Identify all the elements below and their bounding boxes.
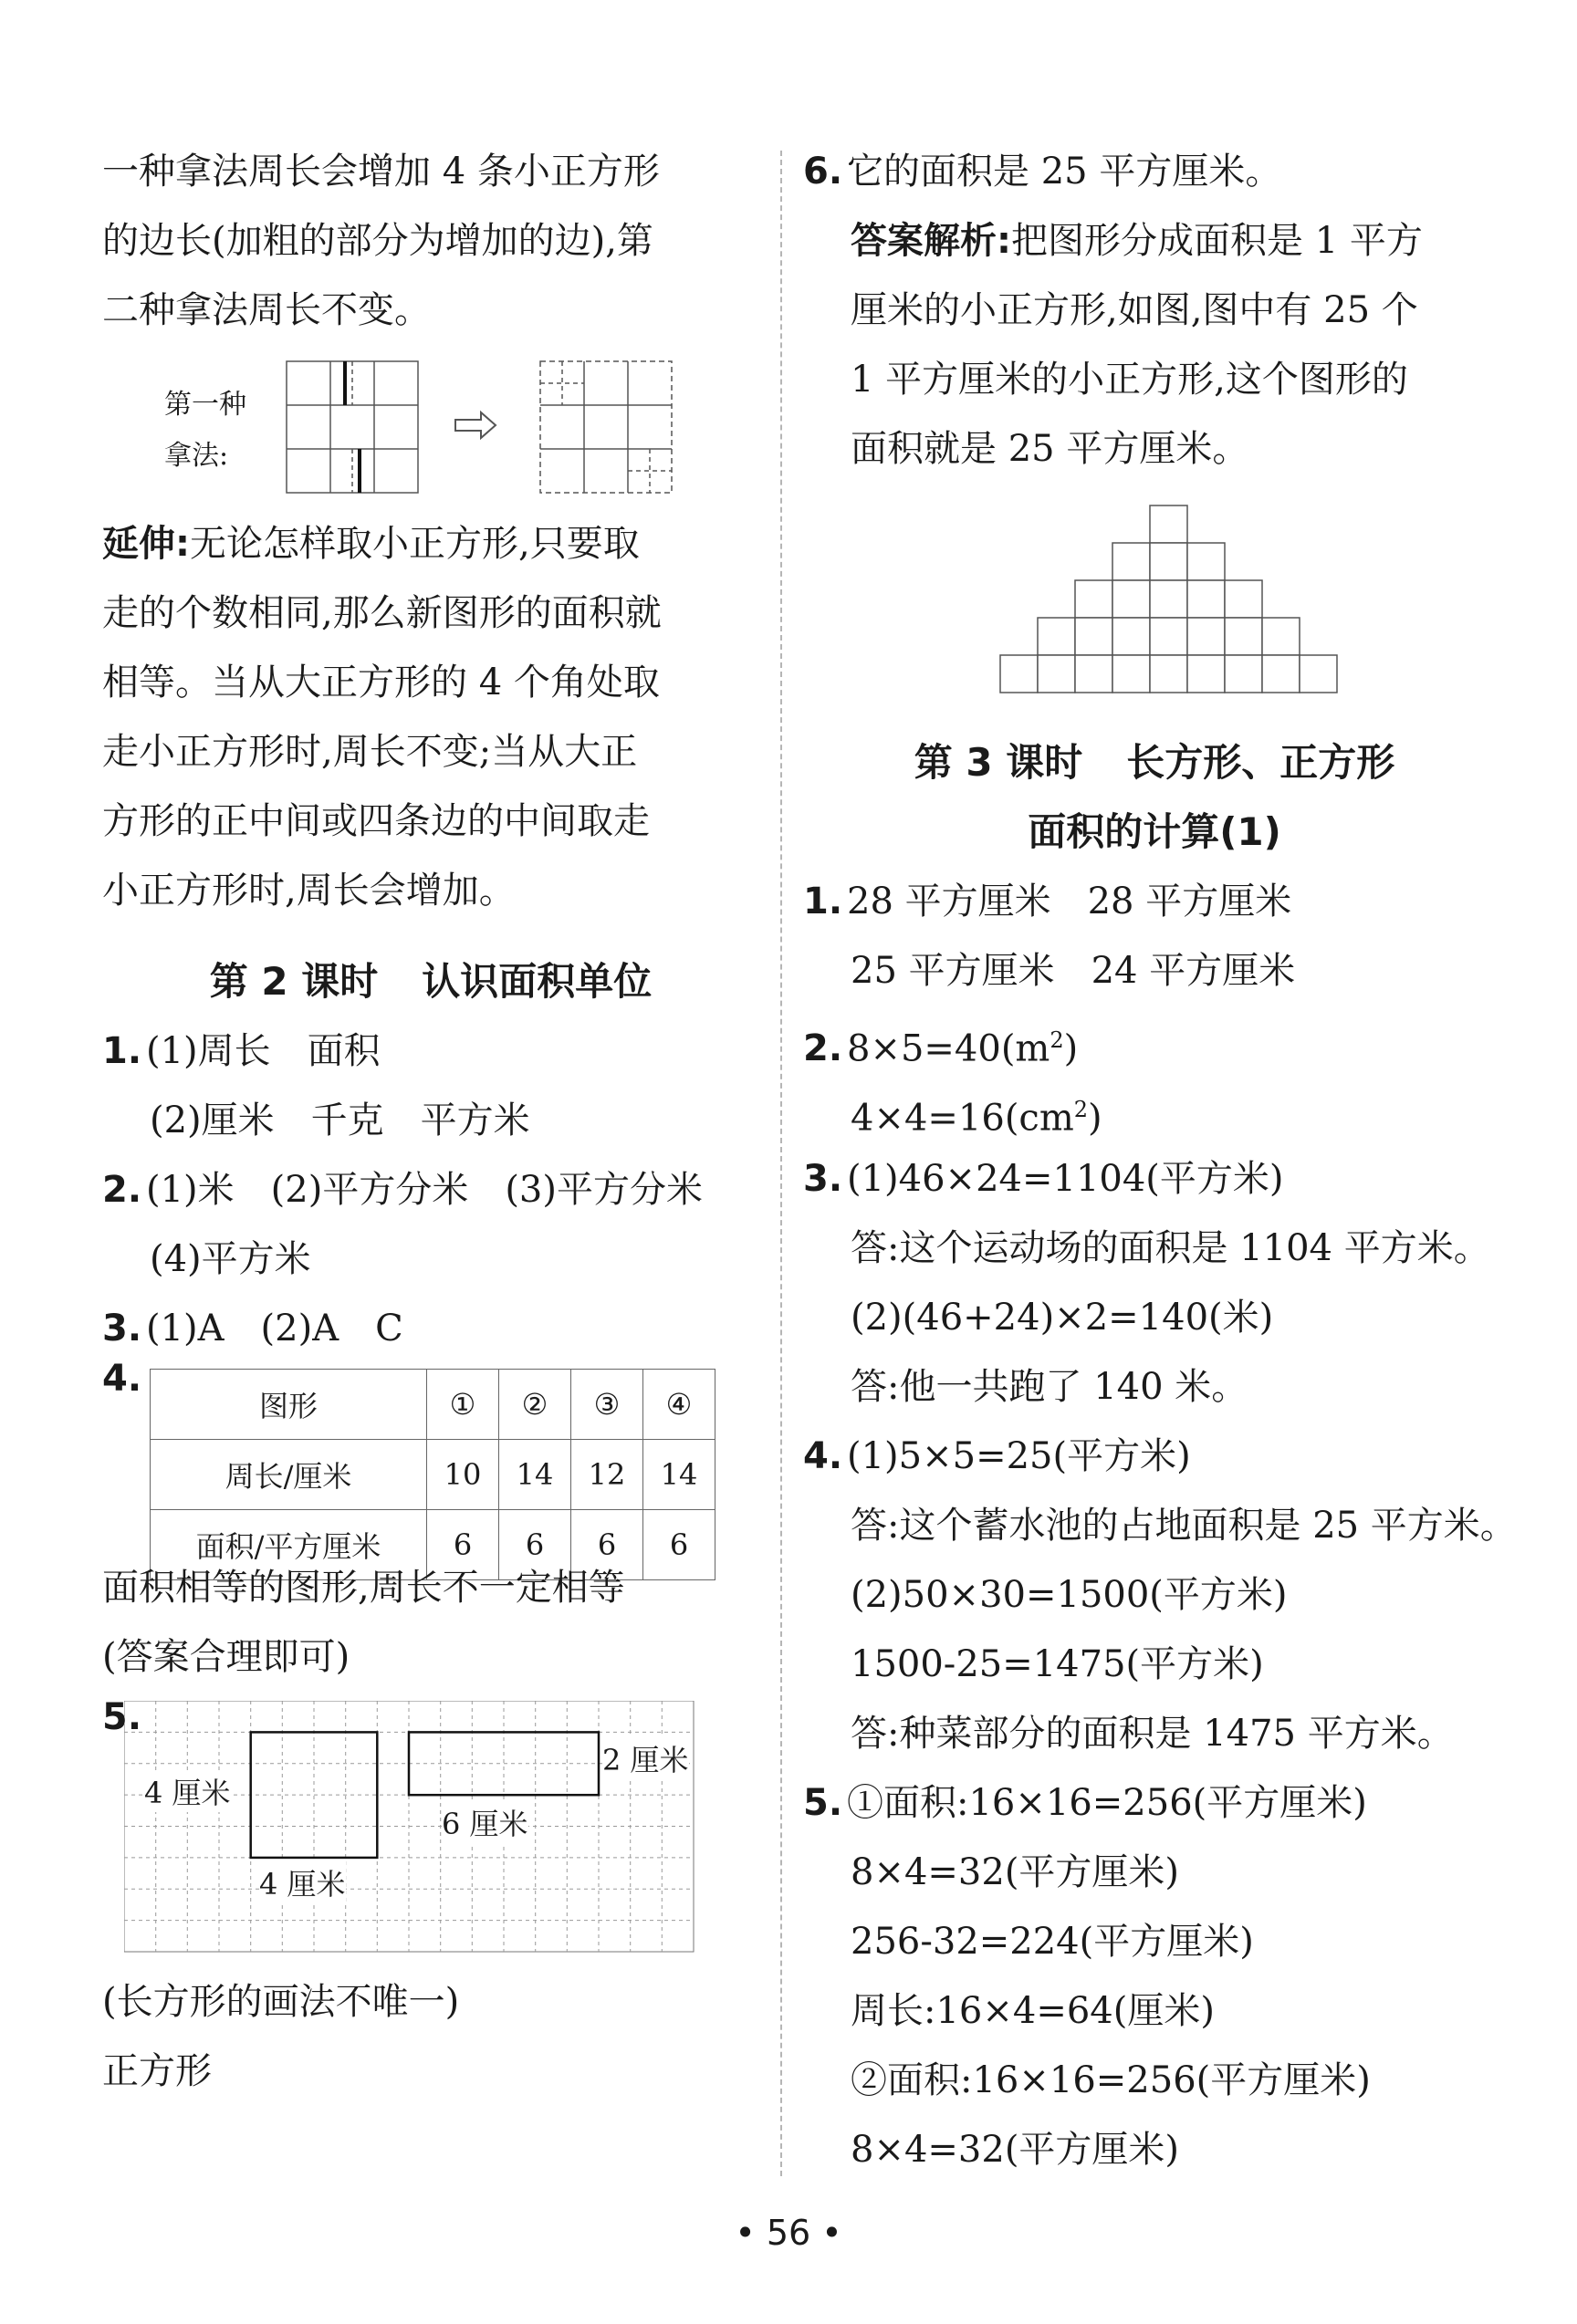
- question-number: 1.: [102, 1030, 142, 1072]
- answer-text: 8×5=40(m: [847, 1027, 1050, 1070]
- answer-text: 256-32=224(平方厘米): [851, 1921, 1254, 1963]
- table-cell: 14: [643, 1440, 715, 1510]
- answer-1: [102, 1016, 759, 1086]
- table-row-label: 周长/厘米: [151, 1440, 427, 1510]
- answer-text: (2)(46+24)×2=140(米): [851, 1297, 1274, 1339]
- answer-text: 周长:16×4=64(厘米): [851, 1990, 1215, 2032]
- answer-text: (1)米 (2)平方分米 (3)平方分米: [146, 1169, 703, 1211]
- table-cell: 14: [499, 1440, 571, 1510]
- rectangle-width-label: 6 厘米: [442, 1801, 528, 1843]
- analysis-line: [803, 206, 1506, 276]
- answer-2: [102, 1155, 759, 1225]
- question-number: 1.: [803, 881, 843, 922]
- table-cell: 6: [571, 1510, 643, 1580]
- staircase-figure: [803, 484, 1506, 710]
- figure-removal-method: [102, 345, 759, 509]
- answer-text: ①面积:16×16=256(平方厘米): [847, 1782, 1367, 1824]
- extension-text: 无论怎样取小正方形,只要取: [190, 523, 640, 565]
- answer-text: 25 平方厘米 24 平方厘米: [851, 950, 1296, 992]
- text-line: 二种拿法周长不变。: [102, 289, 431, 331]
- question-number: 5.: [102, 1696, 142, 1738]
- lesson-name: 长方形、正方形: [1126, 740, 1395, 785]
- answer-text: (1)A (2)A C: [146, 1308, 403, 1350]
- text-line: 面积就是 25 平方厘米。: [851, 428, 1249, 470]
- left-column: [102, 137, 759, 2106]
- table-col-header: ④: [643, 1370, 715, 1440]
- answer-text: 4×4=16(cm: [851, 1097, 1074, 1140]
- table-row-label: 面积/平方厘米: [151, 1510, 427, 1580]
- question-number: 4.: [102, 1358, 142, 1400]
- lesson-name: 认识面积单位: [422, 959, 653, 1004]
- table-col-header: ②: [499, 1370, 571, 1440]
- page-number: • 56 •: [735, 2213, 842, 2253]
- analysis-title: 答案解析:: [851, 220, 1011, 262]
- table-col-header: ③: [571, 1370, 643, 1440]
- figure-label-line: 第一种: [164, 389, 246, 421]
- answer-r1: [803, 867, 1506, 936]
- lesson-number: 第 3 课时: [914, 740, 1083, 785]
- answer-r3: [803, 1144, 1506, 1214]
- text-line: 1 平方厘米的小正方形,这个图形的: [851, 359, 1408, 401]
- table-col-header: ①: [427, 1370, 499, 1440]
- question-number: 5.: [803, 1782, 843, 1824]
- right-column: [803, 137, 1517, 2184]
- answer-text: 8×4=32(平方厘米): [851, 1851, 1180, 1893]
- answer-text: (4)平方米: [150, 1238, 311, 1280]
- table-cell: 12: [571, 1440, 643, 1510]
- question-number: 2.: [803, 1027, 843, 1070]
- superscript: 2: [1073, 1097, 1089, 1122]
- answer-text: (2)厘米 千克 平方米: [150, 1099, 530, 1141]
- table-header: 图形: [151, 1370, 427, 1440]
- text-line: (长方形的画法不唯一): [102, 1981, 460, 2023]
- square-after-figure: [538, 360, 684, 496]
- question-number: 4.: [803, 1435, 843, 1477]
- answer-text: 它的面积是 25 平方厘米。: [847, 151, 1282, 193]
- lesson-number: 第 2 课时: [209, 959, 379, 1004]
- answer-text: 答:这个运动场的面积是 1104 平方米。: [851, 1227, 1490, 1269]
- extension-title: 延伸:: [102, 523, 190, 565]
- text-line: 走小正方形时,周长不变;当从大正: [102, 731, 638, 773]
- answer-text: ): [1063, 1027, 1079, 1070]
- answer-6: [803, 137, 1506, 206]
- arrow-right-icon: [454, 409, 499, 442]
- answer-text: 答:这个蓄水池的占地面积是 25 平方米。: [851, 1505, 1517, 1547]
- figure-label: [164, 380, 246, 482]
- text-line: 小正方形时,周长会增加。: [102, 870, 516, 912]
- question-number: 2.: [102, 1169, 142, 1211]
- perimeter-area-table: [150, 1369, 715, 1580]
- text-line: (答案合理即可): [102, 1636, 350, 1678]
- table-cell: 6: [427, 1510, 499, 1580]
- figure-label-line: 拿法:: [164, 440, 229, 472]
- answer-text: (2)50×30=1500(平方米): [851, 1574, 1288, 1616]
- answer-text: 28 平方厘米 28 平方厘米: [847, 881, 1292, 922]
- answer-3: [102, 1294, 759, 1363]
- question-number: 3.: [102, 1308, 142, 1350]
- answer-r2: [803, 1006, 1506, 1075]
- answer-text: 8×4=32(平方厘米): [851, 2129, 1180, 2171]
- answer-r5: [803, 1768, 1506, 1838]
- question-number: 3.: [803, 1158, 843, 1200]
- text-line: 相等。当从大正方形的 4 个角处取: [102, 662, 660, 703]
- staircase-grid: [998, 504, 1345, 695]
- text-line: 厘米的小正方形,如图,图中有 25 个: [851, 289, 1418, 331]
- answer-5: [102, 1692, 759, 1956]
- text-line: 的边长(加粗的部分为增加的边),第: [102, 220, 653, 262]
- answer-text: 答:种菜部分的面积是 1475 平方米。: [851, 1713, 1454, 1755]
- answer-text: (1)5×5=25(平方米): [847, 1435, 1191, 1477]
- lesson-3-title: [803, 728, 1506, 797]
- lesson-2-title: [102, 947, 759, 1016]
- answer-text: (1)周长 面积: [146, 1030, 381, 1072]
- rectangle-height-label: 2 厘米: [602, 1737, 689, 1779]
- answer-text: 1500-25=1475(平方米): [851, 1643, 1264, 1685]
- answer-text: 答:他一共跑了 140 米。: [851, 1366, 1248, 1408]
- question-number: 6.: [803, 151, 843, 193]
- square-side-label: 4 厘米: [144, 1770, 231, 1812]
- extension-line: [102, 509, 759, 578]
- answer-line: [803, 1075, 1506, 1144]
- answer-text: ②面积:16×16=256(平方厘米): [851, 2059, 1371, 2101]
- column-divider: [780, 151, 782, 2176]
- table-cell: 10: [427, 1440, 499, 1510]
- answer-text: (1)46×24=1104(平方米): [847, 1158, 1284, 1200]
- superscript: 2: [1050, 1027, 1064, 1053]
- answer-text: ): [1088, 1097, 1102, 1140]
- text-line: 走的个数相同,那么新图形的面积就: [102, 592, 662, 634]
- analysis-text: 把图形分成面积是 1 平方: [1011, 220, 1423, 262]
- lesson-3-subtitle: 面积的计算(1): [1028, 809, 1281, 854]
- text-line: 方形的正中间或四条边的中间取走: [102, 800, 650, 842]
- text-line: 正方形: [102, 2050, 212, 2092]
- text-line: 一种拿法周长会增加 4 条小正方形: [102, 151, 660, 193]
- answer-r4: [803, 1422, 1506, 1491]
- answer-4: [102, 1358, 759, 1564]
- table-cell: 6: [643, 1510, 715, 1580]
- square-bottom-label: 4 厘米: [259, 1861, 346, 1903]
- text-line: 面积相等的图形,周长不一定相等: [102, 1567, 625, 1609]
- table-cell: 6: [499, 1510, 571, 1580]
